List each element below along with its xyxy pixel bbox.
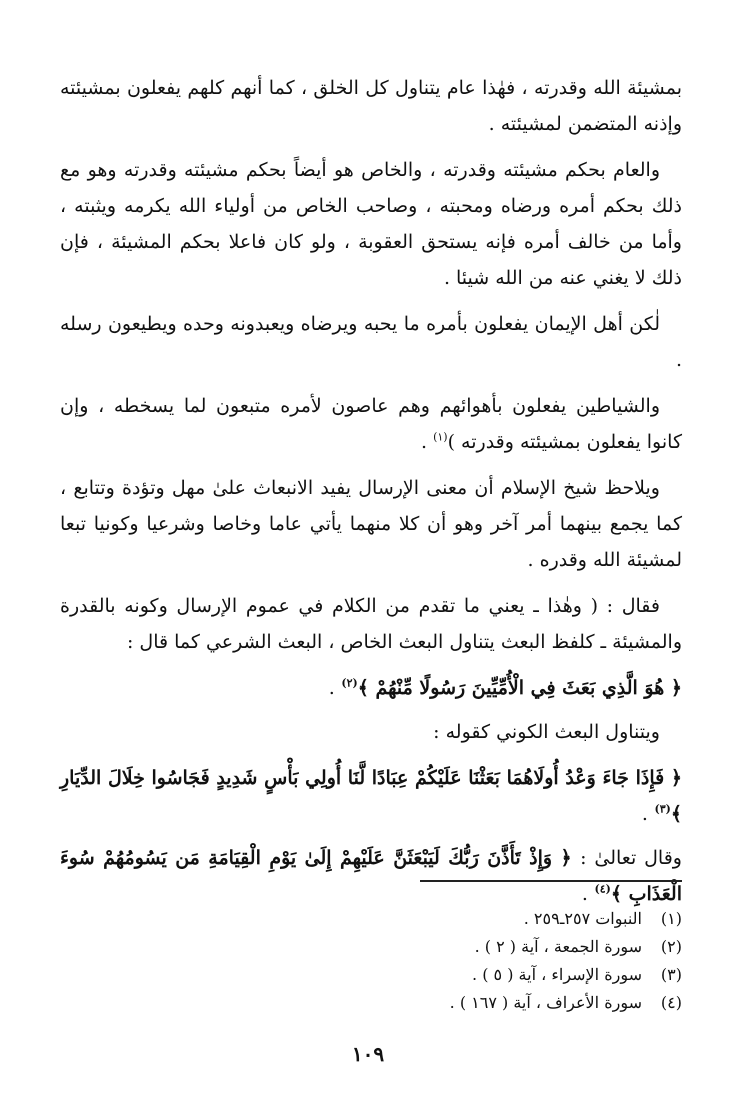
- verse-2-end: .: [641, 803, 648, 825]
- paragraph-7: ويتناول البعث الكوني كقوله :: [433, 721, 660, 743]
- verse-1-end: .: [328, 677, 335, 699]
- paragraph-2: والعام بحكم مشيئته وقدرته ، والخاص هو أيضاً بحكم مشيئته وقدرته وهو مع ذلك بحكم أمره ورضاه ومحبته ، وصاحب الخاص من أولياء الله يكرمه ويثبته ، وأما من خالف أمره فإنه يستحق العقوبة ، ولو كان فاعلا بحكم المشيئة ، فإن ذلك لا يغني عنه من الله شيئا .: [60, 159, 682, 289]
- footnote-2: [60, 933, 682, 961]
- footnote-text: النبوات ٢٥٧ـ٢٥٩ .: [523, 909, 642, 928]
- paragraph-3: لٰكن أهل الإيمان يفعلون بأمره ما يحبه ويرضاه ويعبدونه وحده ويطيعون رسله .: [60, 313, 682, 371]
- footnote-text: سورة الجمعة ، آية ( ٢ ) .: [474, 937, 642, 956]
- quran-verse-1-text: ﴿ هُوَ الَّذِي بَعَثَ فِي الْأُمِّيِّينَ رَسُولًا مِّنْهُمْ ﴾: [357, 677, 682, 699]
- footnote-number: (٤): [660, 993, 682, 1012]
- footnote-number: (٢): [660, 937, 682, 956]
- footnote-text: سورة الإسراء ، آية ( ٥ ) .: [472, 965, 642, 984]
- paragraph-4-end: .: [420, 431, 428, 453]
- verse-3-intro: وقال تعالىٰ :: [580, 847, 682, 869]
- footnote-ref-4: (٤): [594, 882, 611, 896]
- footnote-number: (١): [660, 909, 682, 928]
- quran-verse-1: [60, 670, 682, 706]
- quran-verse-3-text: ﴿ وَإِذْ تَأَذَّنَ رَبُّكَ لَيَبْعَثَنَّ عَلَيْهِمْ إِلَىٰ يَوْمِ الْقِيَامَةِ مَن يَسُومُهُمْ سُوءَ الْعَذَابِ ﴾: [60, 847, 682, 905]
- quran-verse-2-text: ﴿ فَإِذَا جَاءَ وَعْدُ أُولَاهُمَا بَعَثْنَا عَلَيْكُمْ عِبَادًا لَّنَا أُولِي بَأْسٍ شَدِيدٍ فَجَاسُوا خِلَالَ الدِّيَارِ ﴾: [60, 767, 682, 825]
- paragraph-5: ويلاحظ شيخ الإسلام أن معنى الإرسال يفيد الانبعاث علىٰ مهل وتؤدة وتتابع ، كما يجمع بينهما أمر آخر وهو أن كلا منهما يأتي عاما وخاصا وشرعيا وكونيا تبعا لمشيئة الله وقدره .: [60, 477, 682, 571]
- quran-verse-3: [60, 840, 682, 912]
- footnote-4: [60, 989, 682, 1017]
- footnote-separator: [420, 880, 682, 882]
- paragraph-4-text: والشياطين يفعلون بأهوائهم وهم عاصون لأمره متبعون لما يسخطه ، وإن كانوا يفعلون بمشيئته وقدرته ): [60, 395, 682, 453]
- footnote-3: [60, 961, 682, 989]
- footnote-ref-2: (٢): [341, 676, 358, 690]
- footnote-1: [60, 905, 682, 933]
- quran-verse-2: [60, 760, 682, 832]
- page-body: [60, 70, 682, 920]
- paragraph-6: فقال : ( وهٰذا ـ يعني ما تقدم من الكلام في عموم الإرسال وكونه بالقدرة والمشيئة ـ كلفظ البعث يتناول البعث الخاص ، البعث الشرعي كما قال :: [60, 595, 682, 653]
- footnote-number: (٣): [660, 965, 682, 984]
- page-number: ١٠٩: [351, 1042, 385, 1066]
- footnote-ref-3: (٣): [654, 802, 671, 816]
- footnote-ref-1: (١): [433, 430, 448, 444]
- verse-3-end: .: [581, 883, 588, 905]
- paragraph-4: [60, 388, 682, 460]
- paragraph-1: بمشيئة الله وقدرته ، فهٰذا عام يتناول كل الخلق ، كما أنهم كلهم يفعلون بمشيئته وإذنه المتضمن لمشيئته .: [60, 77, 682, 135]
- footnote-text: سورة الأعراف ، آية ( ١٦٧ ) .: [449, 993, 642, 1012]
- footnotes: [60, 905, 682, 1017]
